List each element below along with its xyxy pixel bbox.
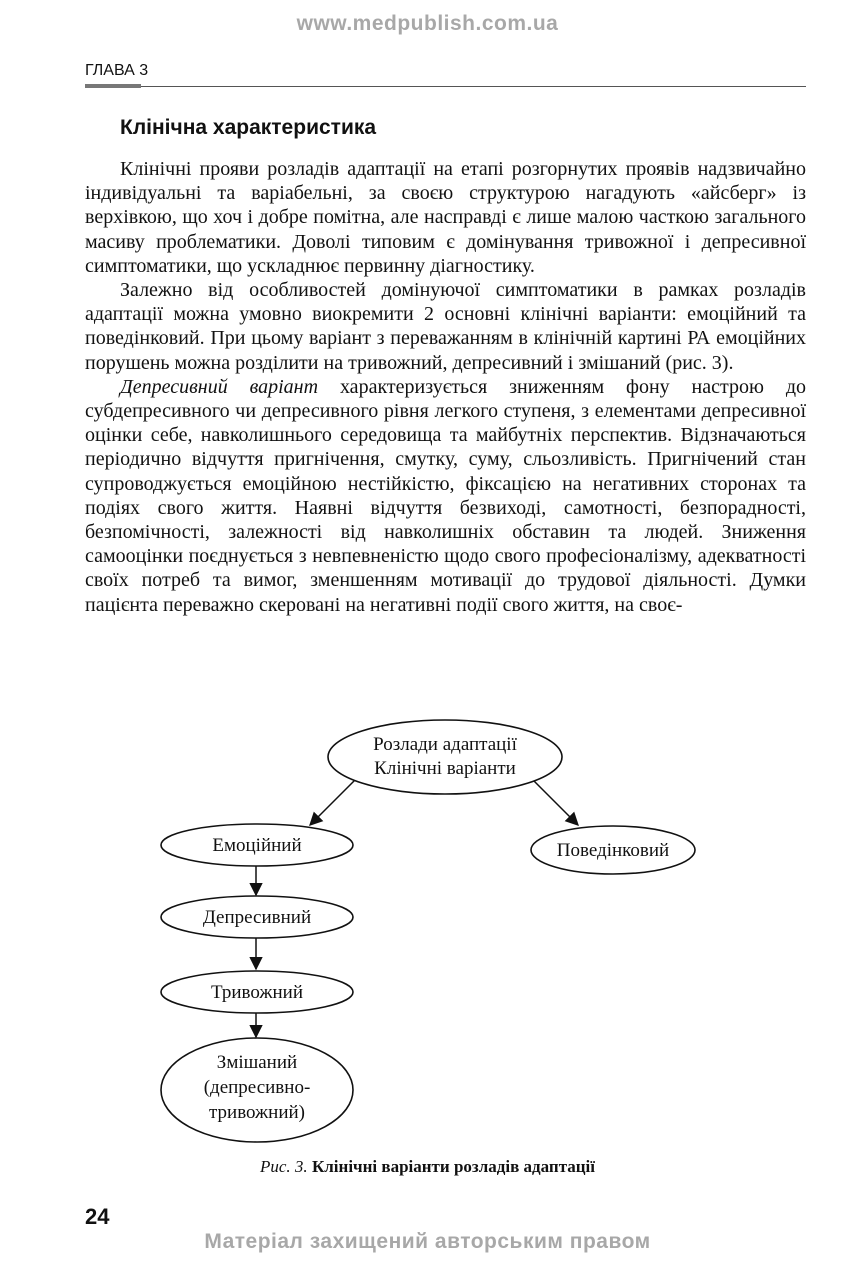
node-behavioral: [531, 826, 695, 874]
node-mixed-line1: Змішаний: [216, 1052, 298, 1073]
node-mixed-line3: тривожний): [208, 1102, 306, 1123]
arrow-root-to-emotional: [310, 780, 355, 825]
node-root-line2: Клінічні варіанти: [374, 758, 516, 779]
node-behavioral-label: Поведінковий: [556, 840, 670, 861]
paragraph-2: Залежно від особливостей домінуючої симптоматики в рамках розладів адаптації можна умовно виокремити 2 основні клінічні варіанти: емоційний та поведінковий. При цьому варіант з переважанням в клінічній картині РА емоційних порушень можна розділити на тривожний, депресивний і змішаний (рис. 3).: [85, 279, 806, 374]
node-mixed-line2: (депресивно-: [203, 1077, 311, 1098]
node-emotional: [161, 824, 353, 866]
clinical-variants-diagram: [150, 715, 720, 1145]
node-mixed: [161, 1038, 353, 1142]
running-header: ГЛАВА 3: [85, 62, 149, 79]
node-depressive-label: Депресивний: [202, 907, 312, 928]
figure-caption: [0, 1157, 855, 1177]
arrow-root-to-behavioral: [533, 780, 578, 825]
node-root: [328, 720, 562, 794]
node-anxious-label: Тривожний: [210, 982, 304, 1003]
section-heading: Клінічна характеристика: [120, 116, 377, 139]
watermark-bottom: Матеріал захищений авторським правом: [204, 1230, 651, 1253]
node-root-line1: Розлади адаптації: [373, 734, 517, 755]
body-text: [85, 157, 806, 617]
paragraph-3: [85, 375, 806, 617]
paragraph-3-text: характеризується зниженням фону настрою до субдепресивного чи депресивного рівня легкого ступеня, з елементами депресивної оцінки себе, навколишнього середовища та майбутніх перспектив. Відзначаються періодично відчуття пригнічення, смутку, суму, сльозливість. Пригнічений стан супроводжується емоційною нестійкістю, фіксацією на негативних сторонах та подіях свого життя. Наявні відчуття безвиході, самотності, безпорадності, безпомічності, залежності від навколишніх обставин та людей. Зниження самооцінки поєднується з невпевненістю щодо свого професіоналізму, адекватності своїх потреб та вимог, зменшенням мотивації до трудової діяльності. Думки пацієнта переважно скеровані на негативні події свого життя, на своє-: [85, 375, 806, 616]
node-depressive: [161, 896, 353, 938]
figure-number: Рис. 3.: [260, 1157, 308, 1176]
watermark-top: www.medpublish.com.ua: [296, 12, 559, 35]
figure-title: Клінічні варіанти розладів адаптації: [311, 1157, 595, 1176]
page-number: 24: [85, 1204, 110, 1229]
node-emotional-label: Емоційний: [212, 835, 302, 856]
header-rule: [85, 86, 806, 87]
paragraph-1: Клінічні прояви розладів адаптації на етапі розгорнутих проявів надзвичайно індивідуальні та варіабельні, за своєю структурою нагадують «айсберг» із верхівкою, що хоч і добре помітна, але насправді є лише малою часткою загального масиву проблематики. Доволі типовим є домінування тривожної і депресивної симптоматики, що ускладнює первинну діагностику.: [85, 158, 806, 277]
paragraph-3-italic-lead: Депресивний варіант: [120, 375, 319, 398]
header-rule-accent: [85, 84, 141, 88]
node-anxious: [161, 971, 353, 1013]
